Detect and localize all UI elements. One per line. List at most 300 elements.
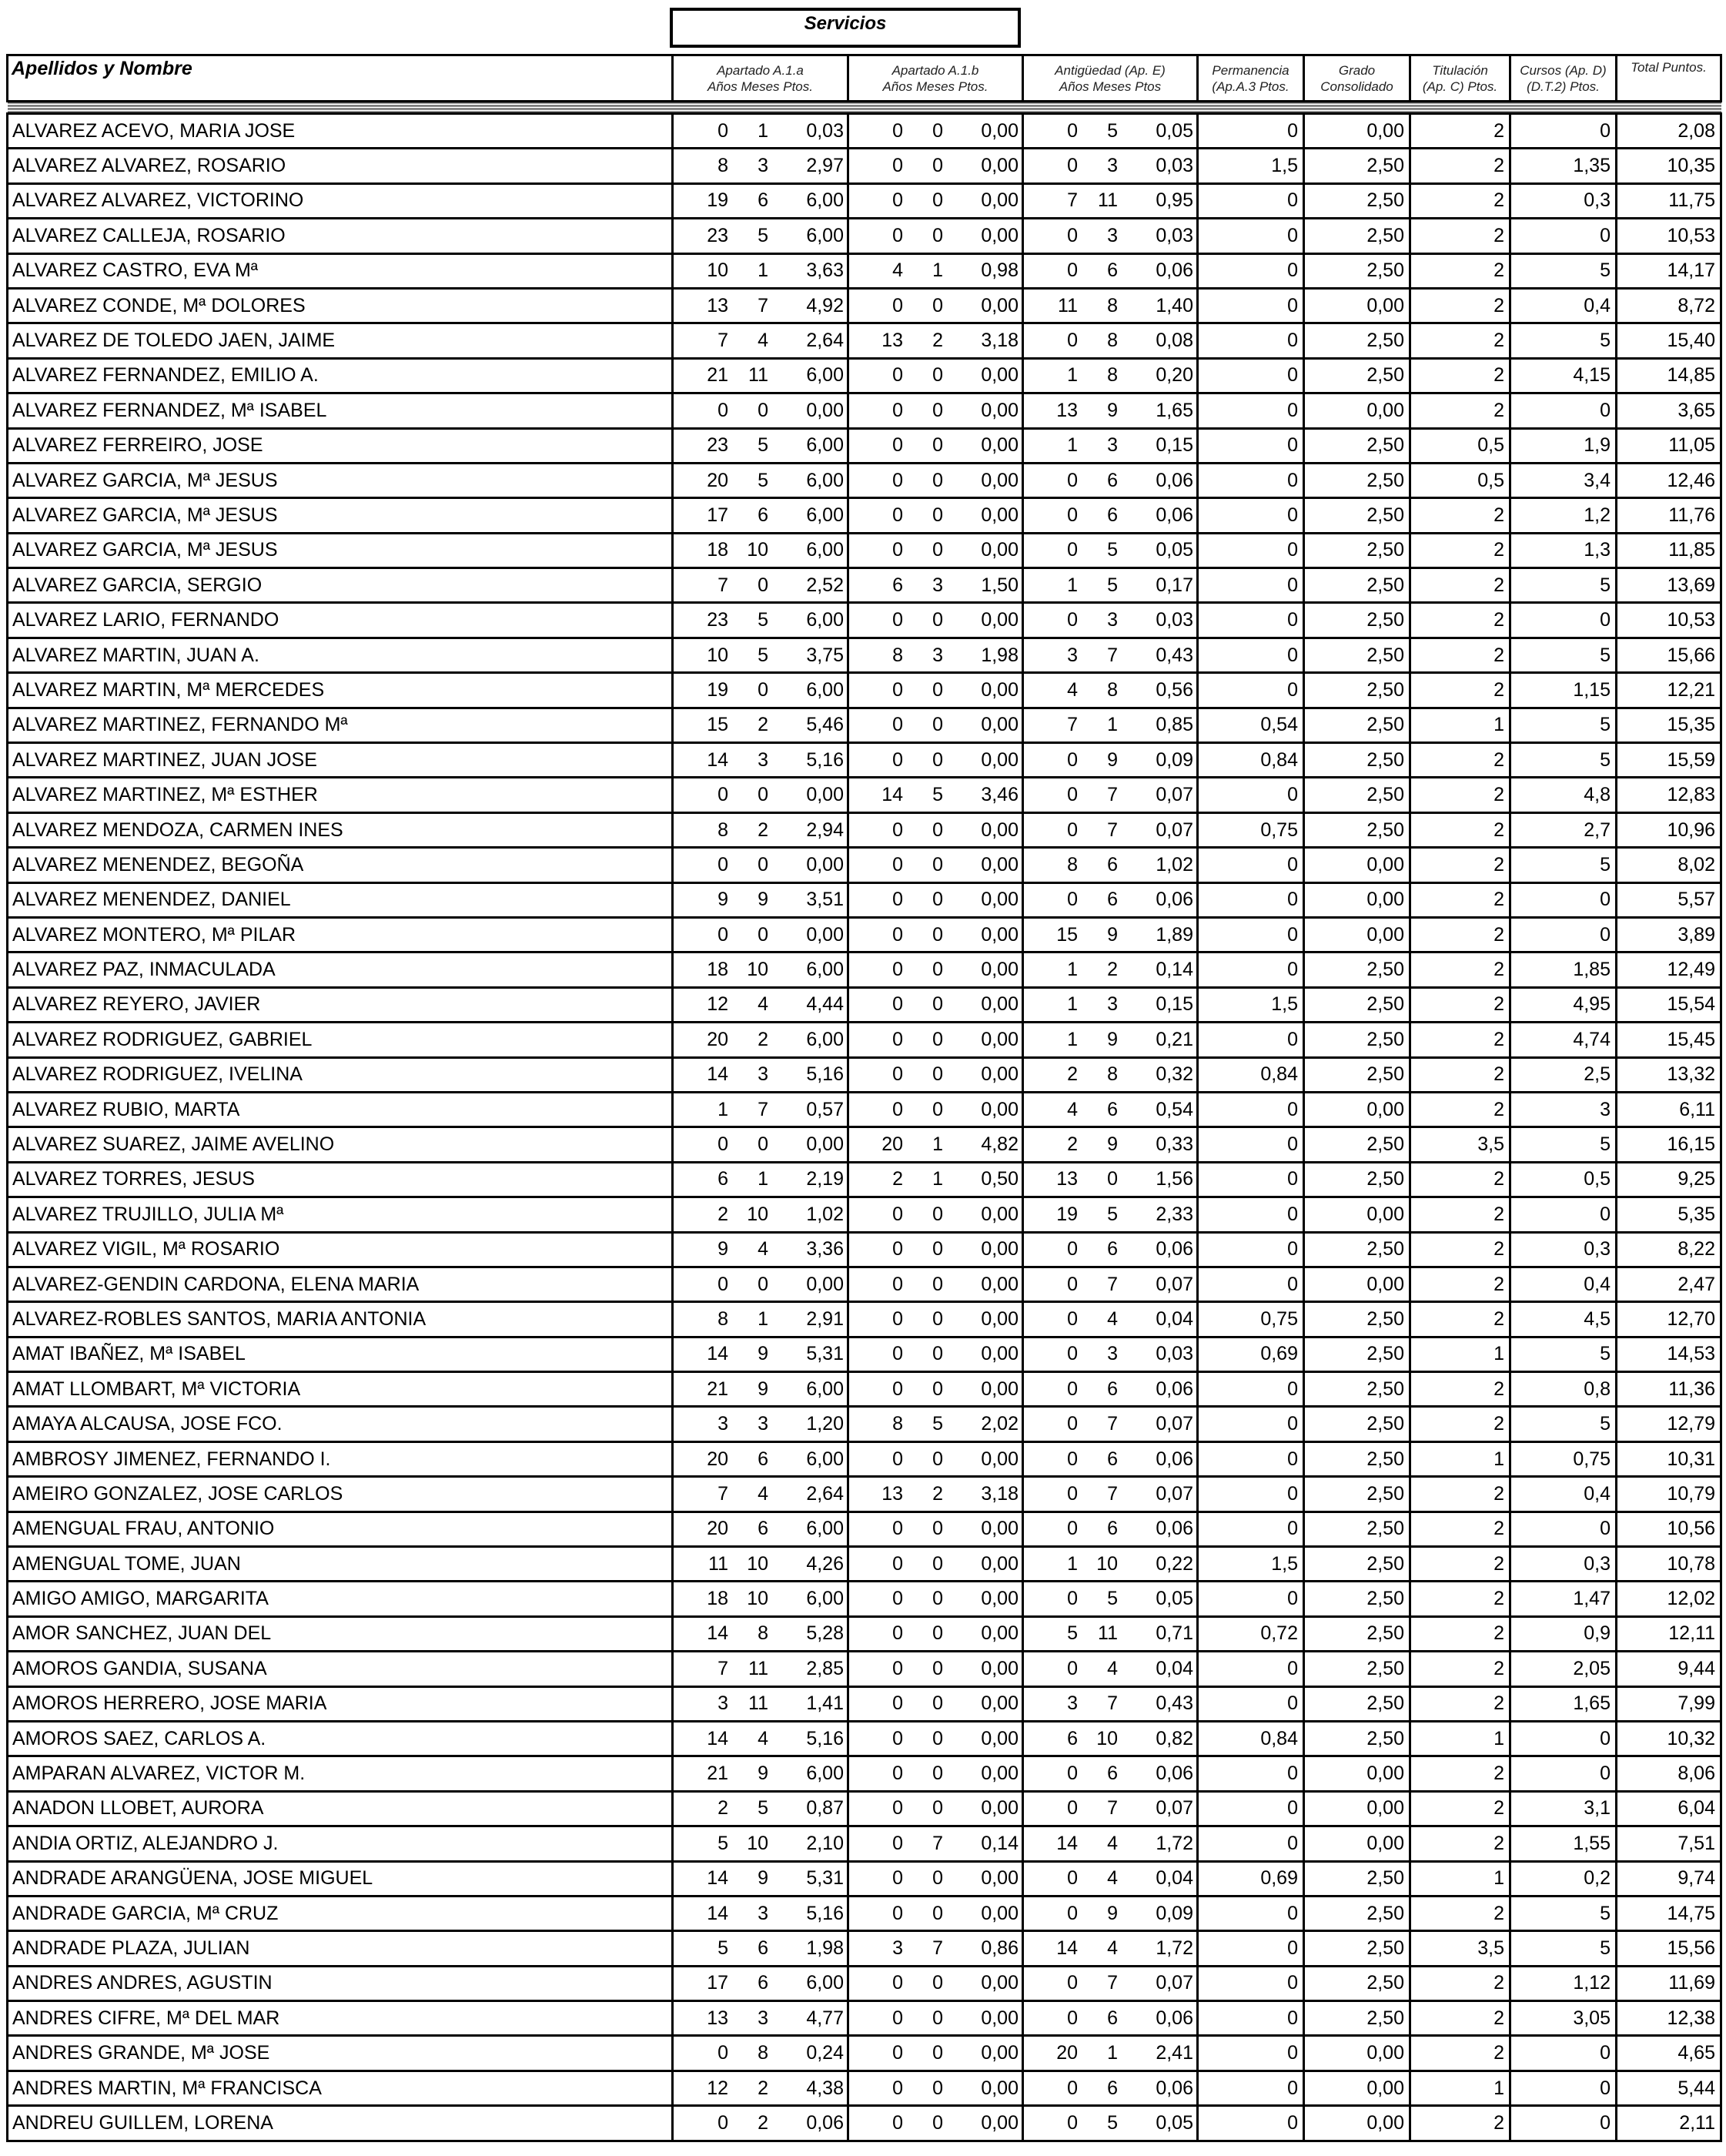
years-value: 0 xyxy=(717,2042,728,2064)
cell-a1b xyxy=(848,2106,1023,2141)
cell-a1a xyxy=(673,393,848,428)
years-value: 5 xyxy=(1067,1622,1078,1645)
cell-permanencia: 0 xyxy=(1198,463,1304,497)
cell-total: 9,74 xyxy=(1617,1861,1721,1896)
months-value: 0 xyxy=(1107,1168,1118,1190)
cell-a1b xyxy=(848,149,1023,183)
points-value: 0,06 xyxy=(1156,1448,1193,1470)
table-row xyxy=(8,1057,1721,1092)
cell-permanencia: 0 xyxy=(1198,952,1304,987)
cell-titulacion: 1 xyxy=(1410,1441,1510,1476)
years-value: 0 xyxy=(1067,2077,1078,2099)
cell-grado: 2,50 xyxy=(1304,1302,1410,1337)
table-row xyxy=(8,1861,1721,1896)
points-value: 0,00 xyxy=(981,2111,1019,2134)
months-value: 9 xyxy=(1107,1133,1118,1156)
cell-titulacion: 2 xyxy=(1410,1686,1510,1721)
months-value: 0 xyxy=(932,959,943,981)
cell-total: 11,36 xyxy=(1617,1372,1721,1407)
table-row xyxy=(8,1092,1721,1127)
points-value: 5,16 xyxy=(806,1902,844,1924)
cell-permanencia: 0 xyxy=(1198,673,1304,708)
cell-a1a xyxy=(673,1861,848,1896)
cell-antiguedad xyxy=(1023,1861,1198,1896)
months-value: 9 xyxy=(1107,399,1118,421)
cell-cursos: 5 xyxy=(1510,253,1617,288)
points-value: 0,43 xyxy=(1156,644,1193,666)
years-value: 0 xyxy=(1067,1588,1078,1610)
months-value: 3 xyxy=(1107,155,1118,177)
points-value: 0,00 xyxy=(981,1518,1019,1540)
cell-a1b xyxy=(848,2036,1023,2071)
months-value: 4 xyxy=(758,1482,768,1505)
cell-a1a xyxy=(673,1127,848,1162)
cell-titulacion: 2 xyxy=(1410,288,1510,323)
years-value: 0 xyxy=(892,853,903,875)
years-value: 0 xyxy=(1067,224,1078,246)
months-value: 0 xyxy=(758,399,768,421)
cell-permanencia: 0 xyxy=(1198,1023,1304,1057)
cell-a1a xyxy=(673,673,848,708)
cell-cursos: 1,65 xyxy=(1510,1686,1617,1721)
cell-a1a xyxy=(673,987,848,1022)
cell-a1a xyxy=(673,358,848,393)
table-row xyxy=(8,498,1721,533)
months-value: 7 xyxy=(1107,819,1118,841)
points-value: 5,16 xyxy=(806,748,844,771)
years-value: 0 xyxy=(1067,1343,1078,1365)
points-value: 3,46 xyxy=(981,784,1019,806)
table-row xyxy=(8,253,1721,288)
points-value: 0,00 xyxy=(981,609,1019,631)
points-value: 0,00 xyxy=(981,2077,1019,2099)
points-value: 0,00 xyxy=(981,1273,1019,1295)
cell-titulacion: 2 xyxy=(1410,603,1510,638)
points-value: 6,00 xyxy=(806,504,844,526)
years-value: 0 xyxy=(892,2007,903,2029)
points-value: 6,00 xyxy=(806,434,844,457)
points-value: 1,50 xyxy=(981,574,1019,596)
points-value: 1,98 xyxy=(981,644,1019,666)
table-row xyxy=(8,114,1721,149)
years-value: 2 xyxy=(717,1797,728,1820)
cell-total: 7,51 xyxy=(1617,1826,1721,1861)
cell-antiguedad xyxy=(1023,2001,1198,2036)
cell-a1a xyxy=(673,463,848,497)
cell-antiguedad xyxy=(1023,498,1198,533)
cell-permanencia: 0 xyxy=(1198,1896,1304,1930)
cell-a1a xyxy=(673,1023,848,1057)
col-header-permanencia: Permanencia (Ap.A.3 Ptos. xyxy=(1198,55,1304,102)
cell-a1a xyxy=(673,1756,848,1791)
months-value: 6 xyxy=(1107,2007,1118,2029)
cell-a1b xyxy=(848,1407,1023,1441)
cell-a1a xyxy=(673,219,848,253)
years-value: 0 xyxy=(1067,889,1078,911)
cell-a1b xyxy=(848,533,1023,567)
cell-name: ALVAREZ MONTERO, Mª PILAR xyxy=(8,917,673,952)
years-value: 14 xyxy=(707,1343,728,1365)
years-value: 0 xyxy=(892,1343,903,1365)
months-value: 5 xyxy=(1107,574,1118,596)
months-value: 0 xyxy=(932,2042,943,2064)
months-value: 8 xyxy=(1107,294,1118,316)
years-value: 0 xyxy=(1067,1307,1078,1330)
points-value: 0,00 xyxy=(981,1098,1019,1120)
cell-total: 15,56 xyxy=(1617,1931,1721,1966)
cell-name: ALVAREZ PAZ, INMACULADA xyxy=(8,952,673,987)
months-value: 7 xyxy=(1107,1482,1118,1505)
months-value: 3 xyxy=(1107,993,1118,1016)
months-value: 0 xyxy=(932,2077,943,2099)
cell-a1b xyxy=(848,568,1023,603)
points-value: 3,18 xyxy=(981,1482,1019,1505)
years-value: 0 xyxy=(1067,1482,1078,1505)
cell-name: ALVAREZ GARCIA, SERGIO xyxy=(8,568,673,603)
cell-name: ANDIA ORTIZ, ALEJANDRO J. xyxy=(8,1826,673,1861)
points-value: 0,24 xyxy=(806,2042,844,2064)
months-value: 9 xyxy=(1107,748,1118,771)
months-value: 0 xyxy=(932,1063,943,1086)
cell-total: 2,11 xyxy=(1617,2106,1721,2141)
years-value: 0 xyxy=(892,224,903,246)
years-value: 23 xyxy=(707,224,728,246)
cell-permanencia: 0 xyxy=(1198,1512,1304,1546)
months-value: 7 xyxy=(758,294,768,316)
cell-cursos: 2,7 xyxy=(1510,812,1617,847)
points-value: 0,00 xyxy=(981,959,1019,981)
years-value: 11 xyxy=(1058,294,1078,316)
years-value: 17 xyxy=(707,1972,728,1994)
cell-titulacion: 2 xyxy=(1410,498,1510,533)
cell-grado: 2,50 xyxy=(1304,673,1410,708)
cell-a1b xyxy=(848,673,1023,708)
cell-a1b xyxy=(848,1372,1023,1407)
years-value: 0 xyxy=(892,1588,903,1610)
points-value: 0,00 xyxy=(981,923,1019,946)
cell-a1a xyxy=(673,1267,848,1301)
years-value: 3 xyxy=(892,1937,903,1959)
months-value: 0 xyxy=(932,434,943,457)
years-value: 20 xyxy=(1056,2042,1078,2064)
cell-permanencia: 0 xyxy=(1198,1582,1304,1616)
table-row xyxy=(8,708,1721,742)
cell-a1b xyxy=(848,1861,1023,1896)
cell-cursos: 4,5 xyxy=(1510,1302,1617,1337)
cell-a1a xyxy=(673,498,848,533)
months-value: 5 xyxy=(1107,119,1118,142)
months-value: 1 xyxy=(1107,2042,1118,2064)
cell-grado: 2,50 xyxy=(1304,1057,1410,1092)
cell-a1b xyxy=(848,1547,1023,1582)
years-value: 7 xyxy=(717,574,728,596)
cell-name: ANDRES GRANDE, Mª JOSE xyxy=(8,2036,673,2071)
cell-grado: 0,00 xyxy=(1304,1826,1410,1861)
years-value: 13 xyxy=(707,2007,728,2029)
table-row xyxy=(8,428,1721,463)
points-value: 0,00 xyxy=(806,399,844,421)
years-value: 21 xyxy=(707,1763,728,1785)
years-value: 0 xyxy=(892,1518,903,1540)
cell-name: ALVAREZ MARTIN, Mª MERCEDES xyxy=(8,673,673,708)
points-value: 2,64 xyxy=(806,1482,844,1505)
table-row xyxy=(8,393,1721,428)
months-value: 7 xyxy=(1107,1692,1118,1715)
years-value: 18 xyxy=(707,959,728,981)
years-value: 15 xyxy=(1056,923,1078,946)
months-value: 0 xyxy=(932,1098,943,1120)
years-value: 9 xyxy=(717,889,728,911)
cell-grado: 2,50 xyxy=(1304,1127,1410,1162)
cell-total: 10,53 xyxy=(1617,219,1721,253)
cell-a1a xyxy=(673,708,848,742)
cell-a1b xyxy=(848,1023,1023,1057)
cell-grado: 2,50 xyxy=(1304,323,1410,358)
months-value: 0 xyxy=(932,609,943,631)
points-value: 6,00 xyxy=(806,224,844,246)
months-value: 6 xyxy=(1107,1098,1118,1120)
points-value: 0,05 xyxy=(1156,539,1193,561)
years-value: 12 xyxy=(707,2077,728,2099)
years-value: 0 xyxy=(717,399,728,421)
cell-permanencia: 0 xyxy=(1198,1477,1304,1512)
months-value: 10 xyxy=(747,959,768,981)
months-value: 7 xyxy=(1107,784,1118,806)
years-value: 20 xyxy=(707,1028,728,1050)
years-value: 20 xyxy=(707,469,728,491)
cell-grado: 2,50 xyxy=(1304,1547,1410,1582)
cell-titulacion: 1 xyxy=(1410,1861,1510,1896)
points-value: 0,00 xyxy=(981,539,1019,561)
cell-name: ALVAREZ MENENDEZ, BEGOÑA xyxy=(8,848,673,882)
cell-total: 10,96 xyxy=(1617,812,1721,847)
cell-total: 13,69 xyxy=(1617,568,1721,603)
cell-antiguedad xyxy=(1023,2071,1198,2105)
years-value: 0 xyxy=(892,364,903,387)
years-value: 19 xyxy=(707,678,728,701)
years-value: 0 xyxy=(892,1028,903,1050)
table-row xyxy=(8,1267,1721,1301)
cell-name: AMOR SANCHEZ, JUAN DEL xyxy=(8,1616,673,1651)
years-value: 0 xyxy=(892,119,903,142)
cell-antiguedad xyxy=(1023,358,1198,393)
cell-titulacion: 2 xyxy=(1410,1302,1510,1337)
cell-grado: 2,50 xyxy=(1304,358,1410,393)
points-value: 0,00 xyxy=(981,2042,1019,2064)
cell-cursos: 0,3 xyxy=(1510,183,1617,218)
table-row xyxy=(8,603,1721,638)
years-value: 0 xyxy=(892,539,903,561)
cell-permanencia: 0 xyxy=(1198,1791,1304,1826)
points-value: 0,07 xyxy=(1156,819,1193,841)
years-value: 0 xyxy=(892,2111,903,2134)
months-value: 6 xyxy=(1107,504,1118,526)
cell-grado: 2,50 xyxy=(1304,1861,1410,1896)
years-value: 0 xyxy=(892,959,903,981)
months-value: 2 xyxy=(1107,959,1118,981)
years-value: 0 xyxy=(892,2042,903,2064)
points-value: 0,00 xyxy=(981,1448,1019,1470)
cell-permanencia: 0 xyxy=(1198,114,1304,149)
years-value: 8 xyxy=(717,819,728,841)
months-value: 2 xyxy=(932,1482,943,1505)
cell-a1b xyxy=(848,1826,1023,1861)
points-value: 0,00 xyxy=(981,1238,1019,1260)
years-value: 18 xyxy=(707,539,728,561)
cell-a1b xyxy=(848,1966,1023,2000)
cell-a1b xyxy=(848,1582,1023,1616)
table-row xyxy=(8,1686,1721,1721)
months-value: 3 xyxy=(758,1413,768,1435)
points-value: 0,00 xyxy=(806,1133,844,1156)
points-value: 0,00 xyxy=(981,1028,1019,1050)
cell-a1b xyxy=(848,428,1023,463)
points-value: 0,00 xyxy=(981,1972,1019,1994)
points-value: 3,36 xyxy=(806,1238,844,1260)
table-row xyxy=(8,1896,1721,1930)
months-value: 6 xyxy=(758,1937,768,1959)
months-value: 3 xyxy=(758,155,768,177)
points-value: 0,00 xyxy=(981,434,1019,457)
points-value: 1,02 xyxy=(806,1203,844,1225)
cell-a1a xyxy=(673,1197,848,1232)
cell-antiguedad xyxy=(1023,603,1198,638)
cell-titulacion: 2 xyxy=(1410,1232,1510,1267)
table-row xyxy=(8,1337,1721,1371)
cell-cursos: 5 xyxy=(1510,323,1617,358)
cell-name: ALVAREZ CASTRO, EVA Mª xyxy=(8,253,673,288)
months-value: 6 xyxy=(1107,889,1118,911)
table-row xyxy=(8,1582,1721,1616)
points-value: 0,71 xyxy=(1156,1622,1193,1645)
cell-antiguedad xyxy=(1023,1057,1198,1092)
months-value: 4 xyxy=(1107,1657,1118,1679)
cell-antiguedad xyxy=(1023,1547,1198,1582)
cell-a1a xyxy=(673,1686,848,1721)
points-value: 6,00 xyxy=(806,1972,844,1994)
cell-grado: 2,50 xyxy=(1304,1652,1410,1686)
cell-cursos: 1,47 xyxy=(1510,1582,1617,1616)
points-value: 1,98 xyxy=(806,1937,844,1959)
cell-a1b xyxy=(848,603,1023,638)
years-value: 0 xyxy=(892,1867,903,1890)
cell-titulacion: 2 xyxy=(1410,638,1510,672)
cell-grado: 2,50 xyxy=(1304,1407,1410,1441)
months-value: 5 xyxy=(932,1413,943,1435)
cell-cursos: 4,74 xyxy=(1510,1023,1617,1057)
points-value: 0,06 xyxy=(1156,1518,1193,1540)
months-value: 10 xyxy=(747,539,768,561)
cell-a1a xyxy=(673,1162,848,1197)
years-value: 14 xyxy=(707,1902,728,1924)
cell-grado: 0,00 xyxy=(1304,2106,1410,2141)
cell-grado: 2,50 xyxy=(1304,952,1410,987)
cell-a1b xyxy=(848,812,1023,847)
months-value: 0 xyxy=(758,1273,768,1295)
cell-a1b xyxy=(848,1477,1023,1512)
cell-antiguedad xyxy=(1023,848,1198,882)
table-row xyxy=(8,638,1721,672)
cell-permanencia: 0 xyxy=(1198,1127,1304,1162)
years-value: 0 xyxy=(1067,1448,1078,1470)
points-value: 0,15 xyxy=(1156,434,1193,457)
cell-total: 10,31 xyxy=(1617,1441,1721,1476)
cell-cursos: 5 xyxy=(1510,1337,1617,1371)
years-value: 8 xyxy=(1067,853,1078,875)
cell-name: ALVAREZ FERNANDEZ, EMILIO A. xyxy=(8,358,673,393)
years-value: 7 xyxy=(717,1482,728,1505)
points-value: 0,04 xyxy=(1156,1657,1193,1679)
cell-cursos: 0 xyxy=(1510,2071,1617,2105)
cell-titulacion: 2 xyxy=(1410,568,1510,603)
cell-a1a xyxy=(673,253,848,288)
cell-a1a xyxy=(673,323,848,358)
months-value: 0 xyxy=(932,889,943,911)
cell-a1a xyxy=(673,917,848,952)
cell-titulacion: 2 xyxy=(1410,2106,1510,2141)
cell-name: ALVAREZ CONDE, Mª DOLORES xyxy=(8,288,673,323)
months-value: 2 xyxy=(758,1028,768,1050)
months-value: 6 xyxy=(758,189,768,212)
cell-grado: 0,00 xyxy=(1304,2071,1410,2105)
cell-name: AMOROS SAEZ, CARLOS A. xyxy=(8,1721,673,1756)
points-value: 0,07 xyxy=(1156,1413,1193,1435)
cell-antiguedad xyxy=(1023,1582,1198,1616)
years-value: 3 xyxy=(1067,1692,1078,1715)
cell-grado: 2,50 xyxy=(1304,812,1410,847)
points-value: 6,00 xyxy=(806,1763,844,1785)
years-value: 0 xyxy=(717,853,728,875)
points-value: 0,00 xyxy=(981,364,1019,387)
cell-a1b xyxy=(848,1791,1023,1826)
months-value: 5 xyxy=(758,609,768,631)
years-value: 23 xyxy=(707,609,728,631)
months-value: 6 xyxy=(758,1972,768,1994)
table-row xyxy=(8,2036,1721,2071)
cell-antiguedad xyxy=(1023,533,1198,567)
table-row xyxy=(8,323,1721,358)
cell-grado: 0,00 xyxy=(1304,288,1410,323)
years-value: 0 xyxy=(1067,1972,1078,1994)
cell-total: 10,56 xyxy=(1617,1512,1721,1546)
years-value: 0 xyxy=(1067,119,1078,142)
months-value: 0 xyxy=(932,224,943,246)
cell-titulacion: 2 xyxy=(1410,253,1510,288)
cell-grado: 2,50 xyxy=(1304,1616,1410,1651)
cell-permanencia: 0,54 xyxy=(1198,708,1304,742)
cell-titulacion: 2 xyxy=(1410,1791,1510,1826)
cell-grado: 2,50 xyxy=(1304,1966,1410,2000)
cell-total: 15,40 xyxy=(1617,323,1721,358)
months-value: 10 xyxy=(747,1552,768,1575)
cell-antiguedad xyxy=(1023,1302,1198,1337)
cell-titulacion: 2 xyxy=(1410,1896,1510,1930)
cell-permanencia: 0,84 xyxy=(1198,1721,1304,1756)
points-value: 0,00 xyxy=(981,1307,1019,1330)
months-value: 0 xyxy=(932,923,943,946)
months-value: 3 xyxy=(1107,1343,1118,1365)
cell-permanencia: 0 xyxy=(1198,1441,1304,1476)
points-value: 0,00 xyxy=(981,1063,1019,1086)
months-value: 7 xyxy=(932,1937,943,1959)
cell-name: ALVAREZ MENENDEZ, DANIEL xyxy=(8,882,673,917)
years-value: 6 xyxy=(892,574,903,596)
cell-permanencia: 0 xyxy=(1198,2001,1304,2036)
cell-cursos: 5 xyxy=(1510,1896,1617,1930)
cell-permanencia: 0 xyxy=(1198,428,1304,463)
months-value: 3 xyxy=(932,574,943,596)
years-value: 0 xyxy=(1067,1518,1078,1540)
